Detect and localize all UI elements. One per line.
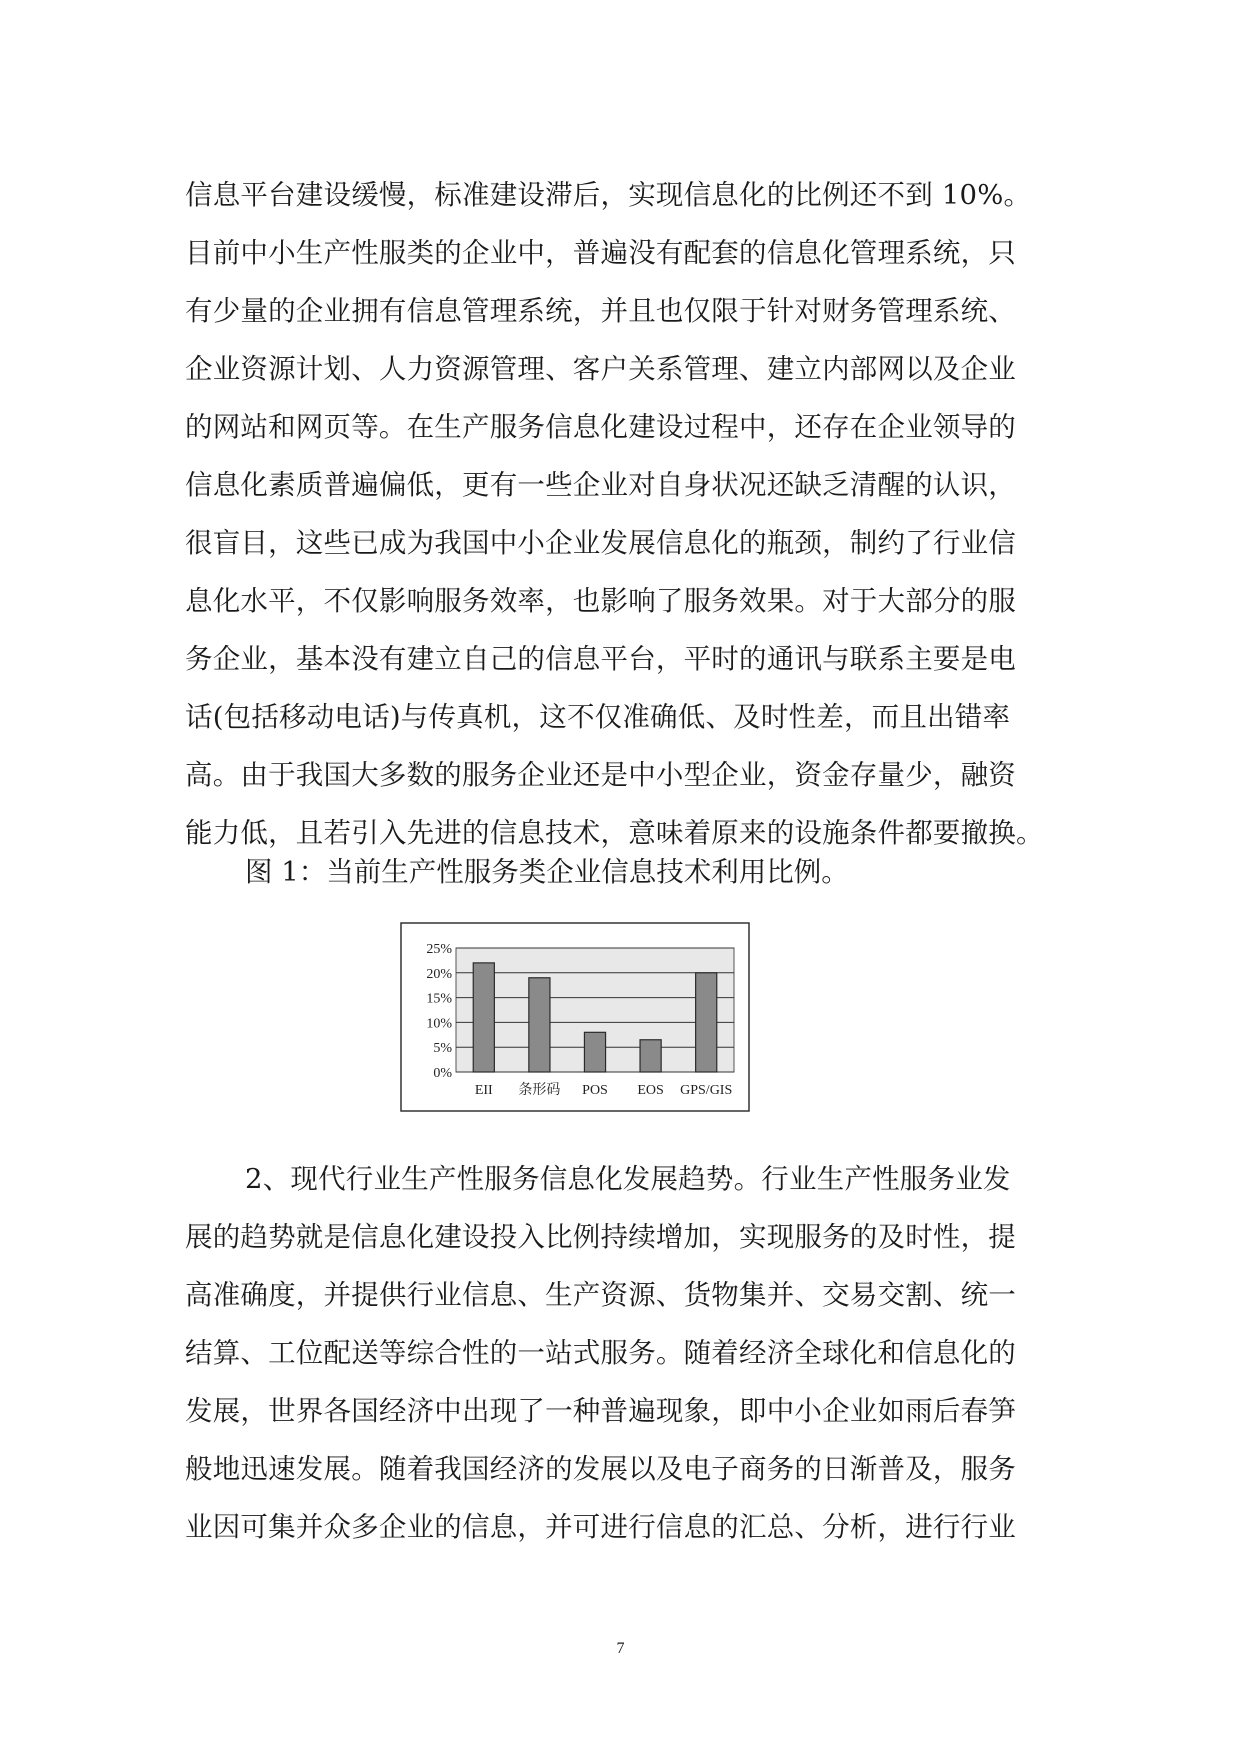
paragraph-line: 高准确度，并提供行业信息、生产资源、货物集并、交易交割、统一 — [185, 1279, 1016, 1311]
paragraph-line: 信息平台建设缓慢，标准建设滞后，实现信息化的比例还不到 10%。 — [185, 179, 1032, 211]
figure-caption: 图 1：当前生产性服务类企业信息技术利用比例。 — [245, 856, 849, 888]
y-tick-label: 10% — [426, 1016, 452, 1032]
paragraph-line: 息化水平，不仅影响服务效率，也影响了服务效果。对于大部分的服 — [185, 585, 1016, 617]
bar — [696, 973, 717, 1072]
paragraph-line: 2、现代行业生产性服务信息化发展趋势。行业生产性服务业发 — [245, 1163, 1011, 1195]
paragraph-2 — [185, 1150, 1055, 1556]
bar — [473, 963, 494, 1072]
paragraph-line: 展的趋势就是信息化建设投入比例持续增加，实现服务的及时性，提 — [185, 1221, 1016, 1253]
y-tick-label: 20% — [426, 966, 452, 982]
paragraph-line: 有少量的企业拥有信息管理系统，并且也仅限于针对财务管理系统、 — [185, 295, 1016, 327]
paragraph-line: 业因可集并众多企业的信息，并可进行信息的汇总、分析，进行行业 — [185, 1511, 1016, 1543]
x-tick-label: 条形码 — [518, 1083, 561, 1098]
paragraph-line: 话(包括移动电话)与传真机，这不仅准确低、及时性差，而且出错率 — [185, 701, 1011, 733]
paragraph-line: 发展，世界各国经济中出现了一种普遍现象，即中小企业如雨后春笋 — [185, 1395, 1016, 1427]
y-tick-label: 5% — [433, 1041, 452, 1057]
x-tick-label: GPS/GIS — [680, 1083, 733, 1098]
bar-chart-figure — [400, 922, 750, 1112]
page-number: 7 — [616, 1640, 625, 1657]
x-tick-label: EOS — [637, 1083, 664, 1098]
bar — [529, 978, 550, 1072]
paragraph-1 — [185, 166, 1055, 862]
paragraph-line: 的网站和网页等。在生产服务信息化建设过程中，还存在企业领导的 — [185, 411, 1016, 443]
paragraph-line: 务企业，基本没有建立自己的信息平台，平时的通讯与联系主要是电 — [185, 643, 1016, 675]
bar — [640, 1040, 661, 1072]
paragraph-line: 高。由于我国大多数的服务企业还是中小型企业，资金存量少，融资 — [185, 759, 1016, 791]
paragraph-line: 能力低，且若引入先进的信息技术，意味着原来的设施条件都要撤换。 — [185, 817, 1044, 849]
paragraph-line: 目前中小生产性服类的企业中，普遍没有配套的信息化管理系统，只 — [185, 237, 1016, 269]
x-tick-label: EII — [474, 1083, 493, 1098]
paragraph-line: 很盲目，这些已成为我国中小企业发展信息化的瓶颈，制约了行业信 — [185, 527, 1016, 559]
bar — [584, 1032, 605, 1072]
paragraph-line: 结算、工位配送等综合性的一站式服务。随着经济全球化和信息化的 — [185, 1337, 1016, 1369]
paragraph-line: 般地迅速发展。随着我国经济的发展以及电子商务的日渐普及，服务 — [185, 1453, 1016, 1485]
y-tick-label: 15% — [426, 991, 452, 1007]
paragraph-line: 企业资源计划、人力资源管理、客户关系管理、建立内部网以及企业 — [185, 353, 1016, 385]
x-tick-label: POS — [582, 1083, 608, 1098]
paragraph-line: 信息化素质普遍偏低，更有一些企业对自身状况还缺乏清醒的认识， — [185, 469, 1016, 501]
y-tick-label: 0% — [433, 1066, 452, 1081]
bar-chart — [400, 922, 750, 1112]
y-tick-label: 25% — [426, 942, 452, 957]
